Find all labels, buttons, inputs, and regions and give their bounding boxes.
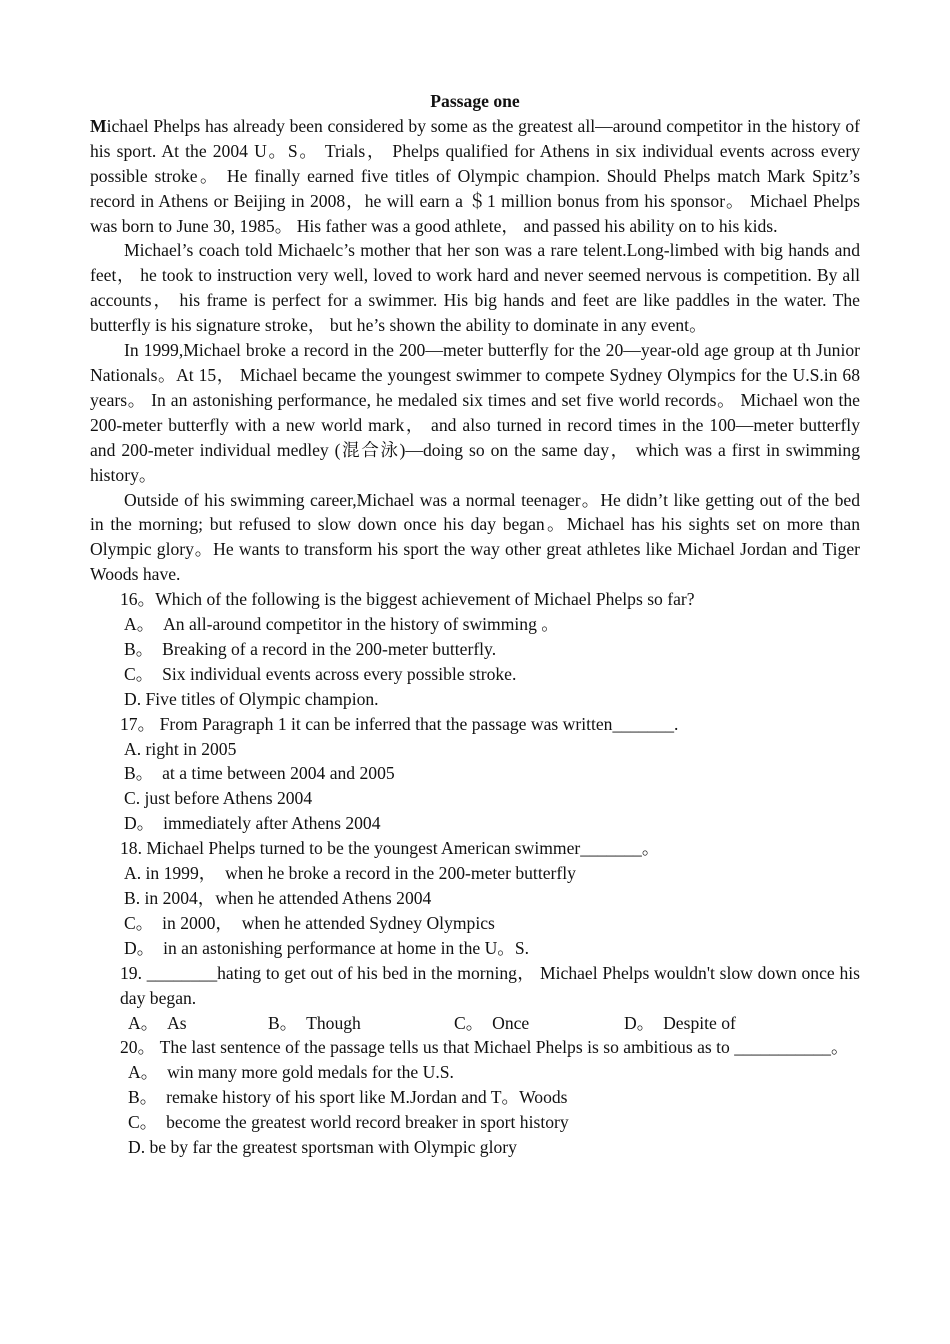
- worksheet-page: [90, 89, 860, 1160]
- question-20-option-c: C。 become the greatest world record breaker in sport history: [128, 1112, 569, 1133]
- question-19-option-b: B。 Though: [268, 1012, 361, 1033]
- question-17-option-d: D。 immediately after Athens 2004: [124, 813, 381, 834]
- question-17-option-c: C. just before Athens 2004: [124, 788, 313, 809]
- question-20-option-b: B。 remake history of his sport like M.Jordan and T。Woods: [128, 1087, 568, 1108]
- passage-title: Passage one: [430, 91, 520, 111]
- question-19: [90, 961, 860, 1036]
- question-20-option-d: D. be by far the greatest sportsman with Olympic glory: [128, 1137, 517, 1158]
- question-16-option-b: B。 Breaking of a record in the 200-meter butterfly.: [124, 638, 497, 659]
- question-18-option-d: D。 in an astonishing performance at home in the U。S.: [124, 937, 530, 958]
- question-19-option-c: C。 Once: [454, 1012, 530, 1033]
- question-18-option-b: B. in 2004，when he attended Athens 2004: [124, 888, 432, 908]
- paragraph-1: [90, 114, 860, 239]
- question-16-option-a: A。 An all-around competitor in the history of swimming 。: [124, 614, 559, 635]
- question-16-option-c: C。 Six individual events across every possible stroke.: [124, 663, 517, 684]
- question-18-option-c: C。 in 2000， when he attended Sydney Olympics: [124, 912, 495, 933]
- question-18: [90, 836, 860, 961]
- question-18-option-a: A. in 1999， when he broke a record in the 200-meter butterfly: [124, 863, 576, 884]
- question-17-option-b: B。 at a time between 2004 and 2005: [124, 763, 395, 784]
- question-19-stem: 19. ________hating to get out of his bed in the morning， Michael Phelps wouldn't slow down once his day began.: [120, 962, 860, 1008]
- question-20-option-a: A。 win many more gold medals for the U.S.: [128, 1062, 454, 1083]
- question-16-option-d: D. Five titles of Olympic champion.: [124, 688, 379, 709]
- paragraph-1-initial: M: [90, 115, 107, 136]
- question-17-option-a: A. right in 2005: [124, 738, 237, 759]
- paragraph-4: Outside of his swimming career,Michael was a normal teenager。He didn’t like getting out of the bed in the morning; but refused to slow down once his day began。Michael has his sights set on more than Olympic glory。He wants to transform his sport the way other great athletes like Michael Jordan and Tiger Woods have.: [90, 489, 860, 585]
- paragraph-3: In 1999,Michael broke a record in the 200—meter butterfly for the 20—year-old age group at th Junior Nationals。At 15， Michael became the youngest swimmer to compete Sydney Olympics for the U.S.in 68 years。 In an astonishing performance, he medaled six times and set five world records。 Michael won the 200-meter butterfly with a new world mark， and also turned in record times in the 100—meter butterfly and 200-meter individual medley (混合泳)—doing so on the same day， which was a first in swimming history。: [90, 340, 860, 485]
- question-18-stem: 18. Michael Phelps turned to be the youngest American swimmer_______。: [120, 838, 660, 859]
- question-16-stem: 16。Which of the following is the biggest achievement of Michael Phelps so far?: [120, 589, 695, 610]
- question-19-option-d: D。 Despite of: [624, 1012, 736, 1033]
- question-20-stem: 20。 The last sentence of the passage tells us that Michael Phelps is so ambitious as to ___________。: [120, 1037, 849, 1058]
- question-19-option-a: A。 As: [128, 1012, 187, 1033]
- paragraph-2: Michael’s coach told Michaelc’s mother that her son was a rare telent.Long-limbed with big hands and feet， he took to instruction very well, loved to work hard and never seemed nervous is competition. By all accounts， his frame is perfect for a swimmer. His big hands and feet are like paddles in the water. The butterfly is his signature stroke， but he’s shown the ability to dominate in any event。: [90, 240, 860, 336]
- question-17: [90, 712, 860, 837]
- question-19-options: [90, 1011, 860, 1036]
- question-17-stem: 17。 From Paragraph 1 it can be inferred that the passage was written_______.: [120, 713, 679, 734]
- paragraph-1-text: ichael Phelps has already been considered by some as the greatest all—around competitor in the history of his sport. At the 2004 U。S。 Trials， Phelps qualified for Athens in six individual events across every possible stroke。 He finally earned five titles of Olympic champion. Should Phelps match Mark Spitz’s record in Athens or Beijing in 2008，he will earn a ＄1 million bonus from his sponsor。 Michael Phelps was born to June 30, 1985。 His father was a good athlete， and passed his ability on to his kids.: [90, 115, 860, 236]
- question-16: [90, 587, 860, 712]
- question-20: [90, 1035, 860, 1160]
